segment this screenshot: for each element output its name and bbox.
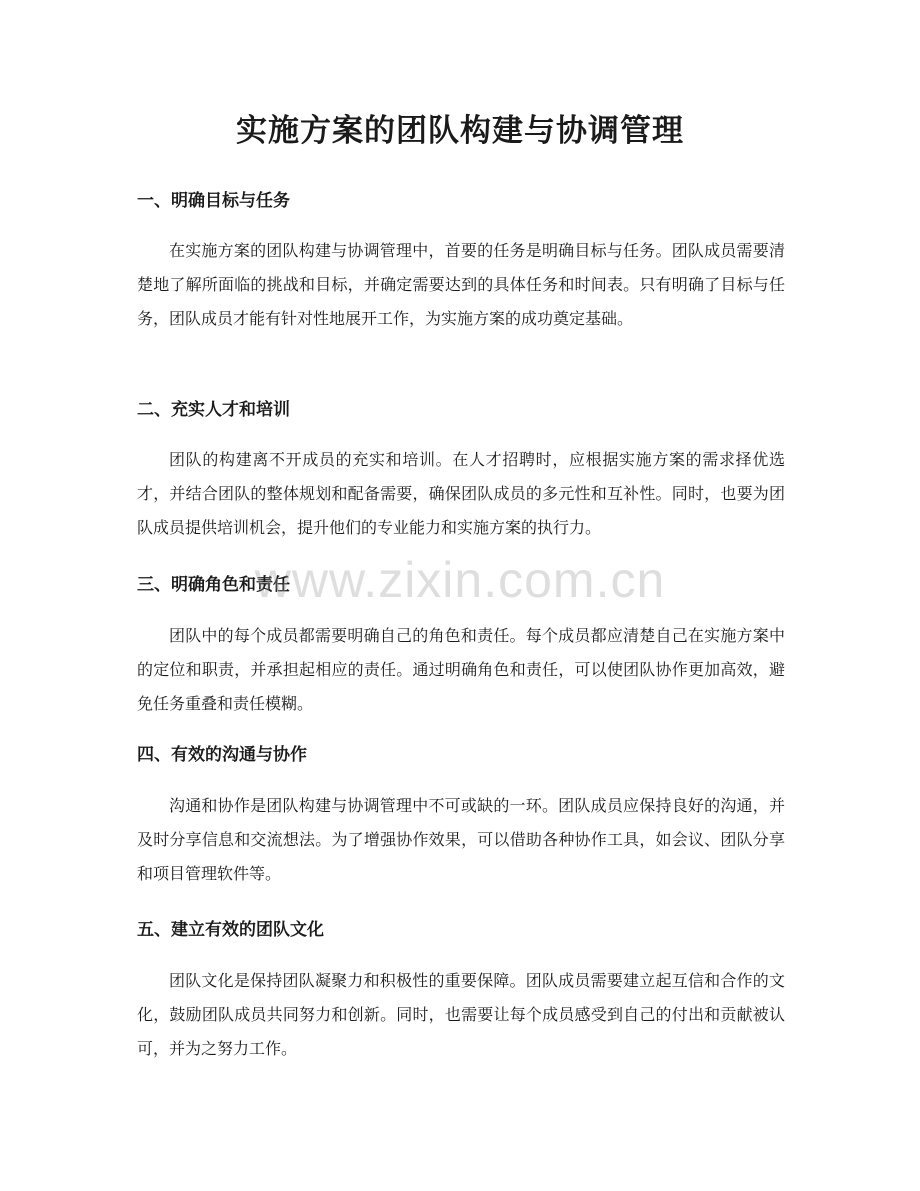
section-heading-4: 四、有效的沟通与协作 <box>137 745 307 765</box>
section-heading-5: 五、建立有效的团队文化 <box>137 920 324 940</box>
section-heading-1: 一、明确目标与任务 <box>137 191 290 211</box>
section-body-2: 团队的构建离不开成员的充实和培训。在人才招聘时，应根据实施方案的需求择优选才，并结合团队的整体规划和配备需要，确保团队成员的多元性和互补性。同时，也要为团队成员提供培训机会，提升他们的专业能力和实施方案的执行力。 <box>137 450 785 537</box>
section-body-1: 在实施方案的团队构建与协调管理中，首要的任务是明确目标与任务。团队成员需要清楚地了解所面临的挑战和目标，并确定需要达到的具体任务和时间表。只有明确了目标与任务，团队成员才能有针对性地展开工作，为实施方案的成功奠定基础。 <box>137 241 785 328</box>
section-body-4: 沟通和协作是团队构建与协调管理中不可或缺的一环。团队成员应保持良好的沟通，并及时分享信息和交流想法。为了增强协作效果，可以借助各种协作工具，如会议、团队分享和项目管理软件等。 <box>137 796 785 883</box>
section-body-5: 团队文化是保持团队凝聚力和积极性的重要保障。团队成员需要建立起互信和合作的文化，鼓励团队成员共同努力和创新。同时，也需要让每个成员感受到自己的付出和贡献被认可，并为之努力工作。 <box>137 971 785 1058</box>
document-title: 实施方案的团队构建与协调管理 <box>236 113 684 149</box>
watermark: www.zixin.com.cn <box>254 552 666 608</box>
section-heading-2: 二、充实人才和培训 <box>137 400 290 420</box>
section-body-3: 团队中的每个成员都需要明确自己的角色和责任。每个成员都应清楚自己在实施方案中的定位和职责，并承担起相应的责任。通过明确角色和责任，可以使团队协作更加高效，避免任务重叠和责任模糊。 <box>137 626 785 713</box>
section-heading-3: 三、明确角色和责任 <box>137 575 290 595</box>
